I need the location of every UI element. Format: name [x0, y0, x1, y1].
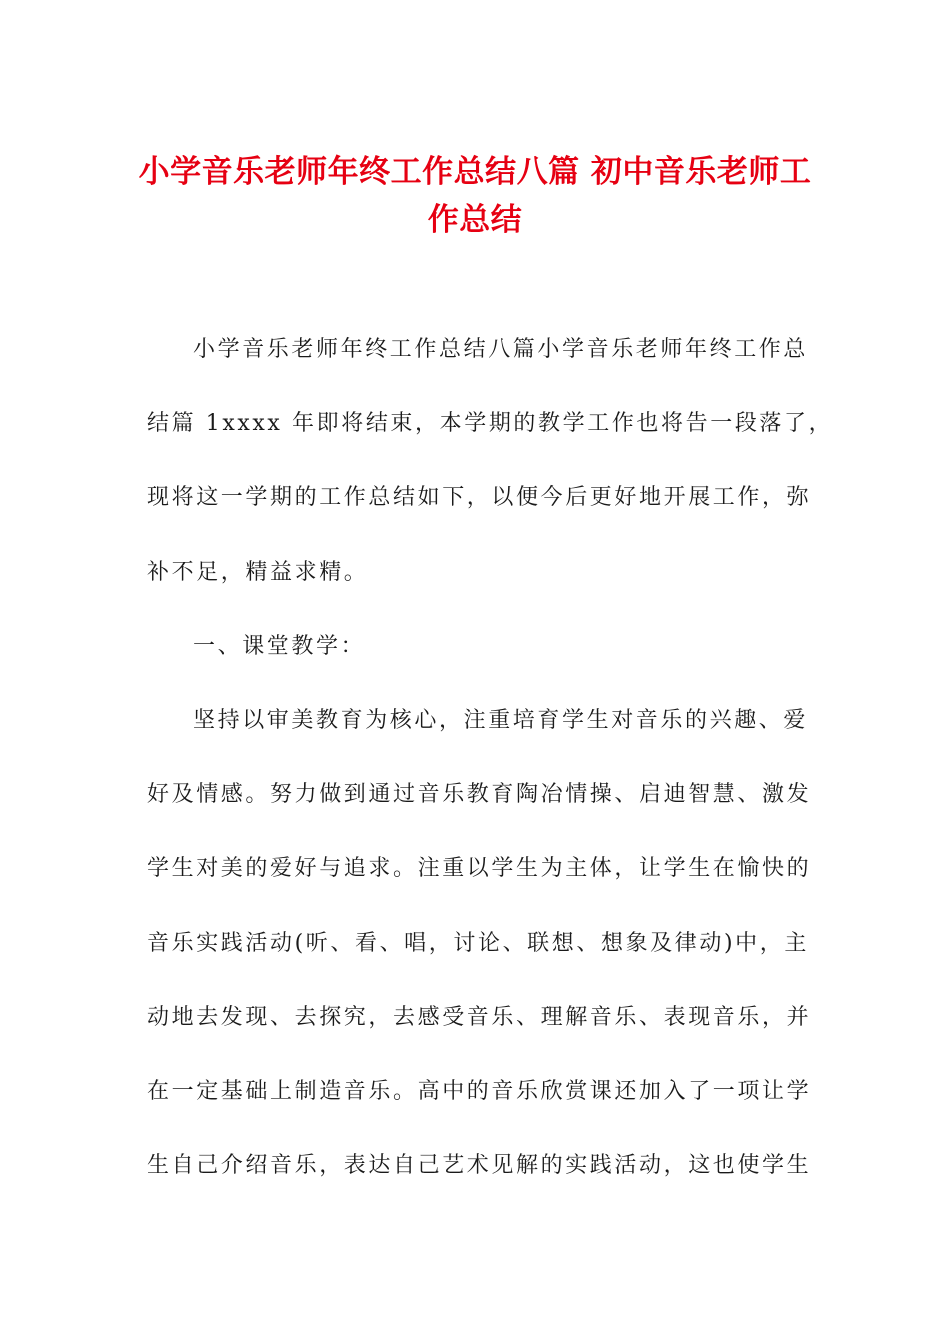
paragraph-line: 小学音乐老师年终工作总结八篇小学音乐老师年终工作总 [193, 337, 809, 362]
paragraph-line: 现将这一学期的工作总结如下，以便今后更好地开展工作，弥 [147, 485, 812, 511]
paragraph-line: 补不足，精益求精。 [147, 559, 369, 585]
paragraph-line: 学生对美的爱好与追求。注重以学生为主体，让学生在愉快的 [147, 856, 812, 882]
paragraph-line: 动地去发现、去探究，去感受音乐、理解音乐、表现音乐，并 [147, 1004, 812, 1030]
paragraph-line: 结篇 1xxxx 年即将结束，本学期的教学工作也将告一段落了， [147, 411, 834, 437]
paragraph-line: 坚持以审美教育为核心，注重培育学生对音乐的兴趣、爱 [193, 707, 809, 733]
paragraph-line: 好及情感。努力做到通过音乐教育陶冶情操、启迪智慧、激发 [147, 782, 812, 808]
paragraph-line: 音乐实践活动(听、看、唱，讨论、联想、想象及律动)中，主 [147, 930, 809, 956]
paragraph-line: 生自己介绍音乐，表达自己艺术见解的实践活动，这也使学生 [147, 1153, 812, 1179]
section-heading: 一、课堂教学： [193, 633, 366, 659]
document-title: 小学音乐老师年终工作总结八篇 初中音乐老师工作总结 [138, 154, 812, 238]
paragraph-line: 在一定基础上制造音乐。高中的音乐欣赏课还加入了一项让学 [147, 1078, 812, 1104]
document-body [147, 322, 834, 1212]
